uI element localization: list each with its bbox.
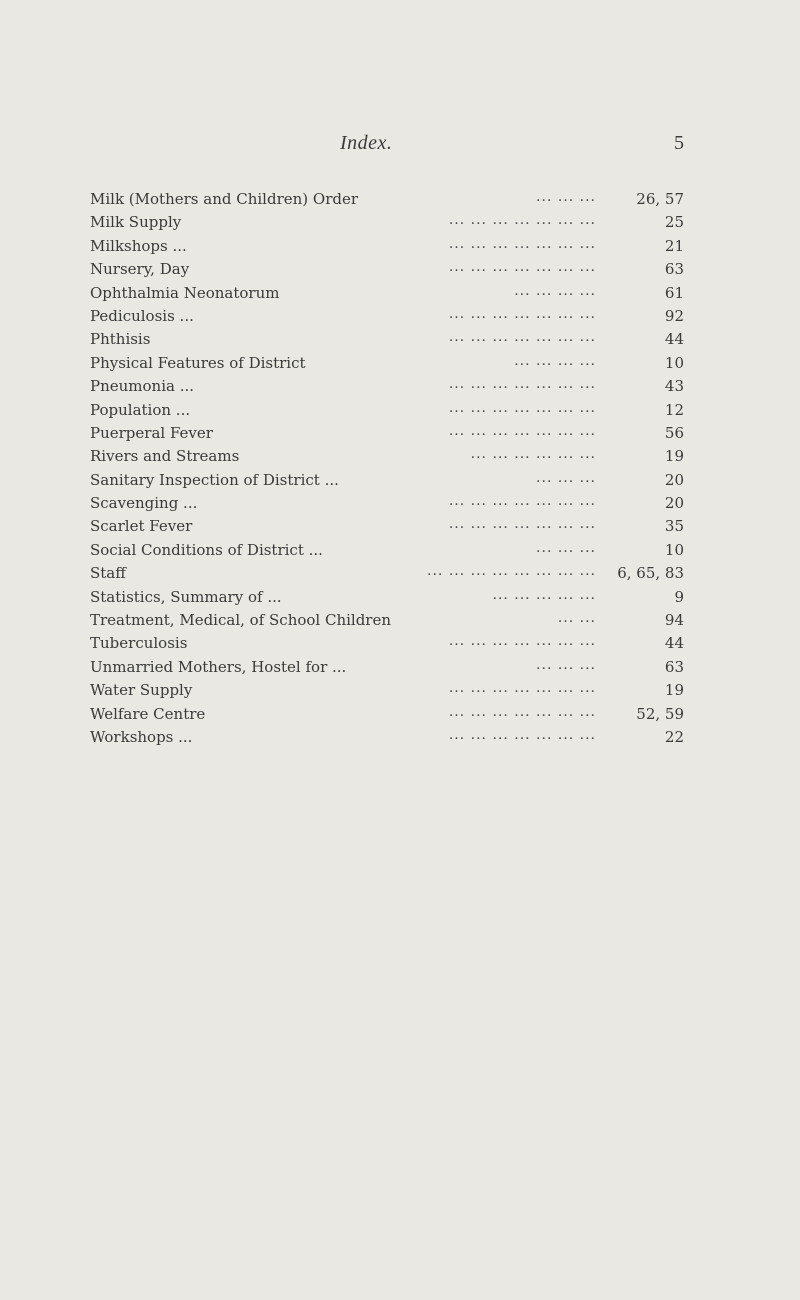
index-entry [90, 422, 684, 445]
index-page-refs: 19 [664, 447, 684, 466]
page-title: Index. [340, 132, 393, 154]
index-entry [90, 235, 684, 258]
index-term: Workshops ... [90, 727, 193, 746]
index-entry [90, 211, 684, 234]
index-term: Water Supply [90, 681, 193, 700]
index-term: Milk (Mothers and Children) Order [90, 190, 359, 208]
dot-leader: ... ... ... ... ... ... ... [448, 633, 596, 650]
index-page-refs: 63 [664, 657, 684, 676]
index-entry [90, 726, 684, 749]
index-page-refs: 44 [664, 330, 684, 349]
index-entry [90, 703, 684, 726]
dot-leader: ... ... ... ... [514, 352, 596, 369]
index-term: Staff [90, 564, 126, 583]
dot-leader: ... ... ... ... ... ... ... [448, 422, 596, 439]
page-number: 5 [674, 132, 684, 154]
dot-leader: ... ... [557, 610, 596, 627]
dot-leader: ... ... ... ... ... ... ... [448, 726, 596, 743]
index-term: Tuberculosis [90, 634, 188, 653]
index-term: Puerperal Fever [90, 423, 213, 442]
index-term: Ophthalmia Neonatorum [90, 283, 280, 302]
dot-leader: ... ... ... ... [514, 282, 596, 299]
index-entry [90, 352, 684, 375]
index-page-refs: 20 [664, 470, 684, 489]
index-term: Phthisis [90, 330, 151, 349]
index-page-refs: 22 [664, 727, 684, 746]
index-page-refs: 25 [664, 213, 684, 232]
index-entry [90, 492, 684, 515]
dot-leader: ... ... ... ... ... ... ... [448, 235, 596, 252]
index-term: Rivers and Streams [90, 447, 240, 466]
page-header [0, 132, 800, 162]
index-page-refs: 10 [664, 353, 684, 372]
index-page-refs: 21 [664, 236, 684, 255]
index-term: Scarlet Fever [90, 517, 193, 536]
index-term: Milkshops ... [90, 236, 187, 255]
index-list [90, 188, 684, 749]
index-term: Social Conditions of District ... [90, 540, 323, 559]
dot-leader: ... ... ... ... ... ... ... [448, 703, 596, 720]
index-entry [90, 328, 684, 351]
dot-leader: ... ... ... ... ... ... ... [448, 329, 596, 346]
index-entry [90, 515, 684, 538]
index-page-refs: 35 [664, 517, 684, 536]
dot-leader: ... ... ... ... ... ... ... [448, 493, 596, 510]
dot-leader: ... ... ... ... ... ... ... [448, 376, 596, 393]
dot-leader: ... ... ... ... ... ... ... [448, 212, 596, 229]
index-page-refs: 9 [674, 587, 684, 606]
index-entry [90, 679, 684, 702]
dot-leader: ... ... ... [536, 539, 596, 556]
index-entry [90, 282, 684, 305]
index-page-refs: 43 [664, 377, 684, 396]
index-entry [90, 399, 684, 422]
index-term: Welfare Centre [90, 704, 206, 723]
index-entry [90, 469, 684, 492]
index-entry [90, 258, 684, 281]
dot-leader: ... ... ... ... ... ... ... [448, 680, 596, 697]
dot-leader: ... ... ... ... ... ... ... [448, 399, 596, 416]
dot-leader: ... ... ... ... ... ... ... [448, 516, 596, 533]
index-page-refs: 61 [664, 283, 684, 302]
index-entry [90, 445, 684, 468]
index-term: Pediculosis ... [90, 306, 194, 325]
dot-leader: ... ... ... ... ... ... ... [448, 259, 596, 276]
index-page-refs: 56 [664, 423, 684, 442]
index-page-refs: 10 [664, 540, 684, 559]
index-entry [90, 539, 684, 562]
dot-leader: ... ... ... [536, 189, 596, 205]
dot-leader: ... ... ... ... ... [492, 586, 596, 603]
index-term: Physical Features of District [90, 353, 306, 372]
dot-leader: ... ... ... ... ... ... ... [448, 305, 596, 322]
index-page-refs: 63 [664, 260, 684, 279]
dot-leader: ... ... ... ... ... ... ... ... [427, 563, 596, 580]
index-term: Population ... [90, 400, 191, 419]
index-term: Sanitary Inspection of District ... [90, 470, 339, 489]
index-page-refs: 6, 65, 83 [617, 564, 684, 583]
index-page-refs: 19 [664, 681, 684, 700]
index-term: Statistics, Summary of ... [90, 587, 282, 606]
dot-leader: ... ... ... [536, 656, 596, 673]
dot-leader: ... ... ... ... ... ... [470, 446, 596, 463]
index-term: Treatment, Medical, of School Children [90, 611, 392, 630]
index-entry [90, 562, 684, 585]
index-term: Scavenging ... [90, 494, 198, 513]
index-term: Unmarried Mothers, Hostel for ... [90, 657, 347, 676]
index-term: Milk Supply [90, 213, 182, 232]
dot-leader: ... ... ... [536, 469, 596, 486]
index-entry [90, 609, 684, 632]
index-page-refs: 92 [664, 306, 684, 325]
index-page-refs: 26, 57 [636, 190, 684, 208]
index-entry [90, 586, 684, 609]
index-page-refs: 12 [664, 400, 684, 419]
index-page-refs: 52, 59 [636, 704, 684, 723]
index-entry [90, 375, 684, 398]
index-entry [90, 188, 684, 211]
index-page-refs: 94 [664, 611, 684, 630]
index-term: Nursery, Day [90, 260, 190, 279]
index-term: Pneumonia ... [90, 377, 195, 396]
index-page-refs: 44 [664, 634, 684, 653]
index-entry [90, 305, 684, 328]
index-page-refs: 20 [664, 494, 684, 513]
index-entry [90, 656, 684, 679]
index-entry [90, 632, 684, 655]
